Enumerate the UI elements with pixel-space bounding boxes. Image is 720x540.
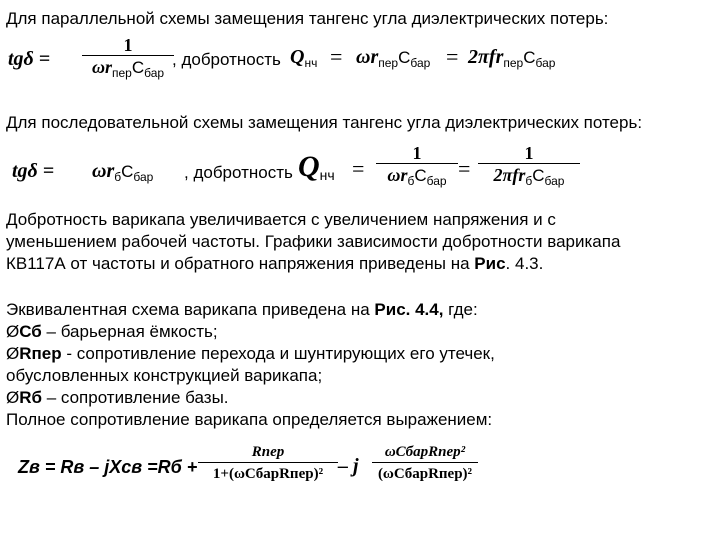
rhs-1: $\omega r_{пер}C_{бар}$	[356, 46, 431, 70]
bullet-item-rb: ØRб – сопротивление базы.	[6, 388, 229, 407]
fraction-impedance-1: Rпер 1+(ωCбарRпер)²	[198, 442, 338, 485]
equals-1: =	[330, 44, 343, 69]
equals-3: =	[352, 156, 365, 181]
para1-line1: Добротность варикапа увеличивается с увеличением напряжения и с	[6, 210, 556, 229]
arrow-bullet-icon: Ø	[6, 344, 20, 363]
q-factor-1: $Q_{нч}$	[290, 46, 318, 70]
arrow-bullet-icon: Ø	[6, 388, 20, 407]
fraction-tg-parallel: 1 $\omega r_{пер}C_{бар}$	[82, 35, 174, 84]
para2-last: Полное сопротивление варикапа определяется выражением:	[6, 410, 493, 429]
bullet-item-rper: ØRпер - сопротивление перехода и шунтирующих его утечек,	[6, 344, 495, 363]
arrow-bullet-icon: Ø	[6, 322, 20, 341]
impedance-lhs: Zв = Rв – jXсв =Rб +	[18, 457, 198, 477]
rhs-2: $2\pi fr_{пер}C_{бар}$	[468, 46, 556, 70]
minus-j: – j	[338, 455, 359, 477]
para1-line2: уменьшением рабочей частоты. Графики зависимости добротности варикапа	[6, 232, 621, 251]
tg-delta-lhs: tgδ =	[8, 48, 51, 70]
equals-4: =	[458, 156, 471, 181]
heading-series: Для последовательной схемы замещения тангенс угла диэлектрических потерь:	[6, 113, 643, 132]
tg-delta-lhs-2: tgδ =	[12, 160, 55, 182]
dobrotnost-label-2: , добротность	[184, 163, 293, 182]
dobrotnost-label-1: , добротность	[172, 50, 281, 69]
q-factor-2: $Q_{нч}$	[298, 150, 335, 183]
para1-line3: КВ117А от частоты и обратного напряжения приведены на Рис. 4.3.	[6, 254, 544, 273]
bullet-item-rper-cont: обусловленных конструкцией варикапа;	[6, 366, 323, 385]
heading-parallel: Для параллельной схемы замещения тангенс угла диэлектрических потерь:	[6, 9, 609, 28]
fraction-numerator: 1	[123, 35, 133, 55]
fraction-series-2: 1 $2\pi fr_бC_{бар}$	[478, 143, 580, 192]
equals-2: =	[446, 44, 459, 69]
fraction-impedance-2: ωCбарRпер² (ωCбарRпер)²	[372, 442, 478, 485]
fraction-series-1: 1 $\omega r_бC_{бар}$	[376, 143, 458, 192]
para2-line1: Эквивалентная схема варикапа приведена на Рис. 4.4, где:	[6, 300, 478, 319]
series-rhs: $\omega r_бC_{бар}$	[92, 160, 154, 184]
bullet-item-cb: ØСб – барьерная ёмкость;	[6, 322, 218, 341]
